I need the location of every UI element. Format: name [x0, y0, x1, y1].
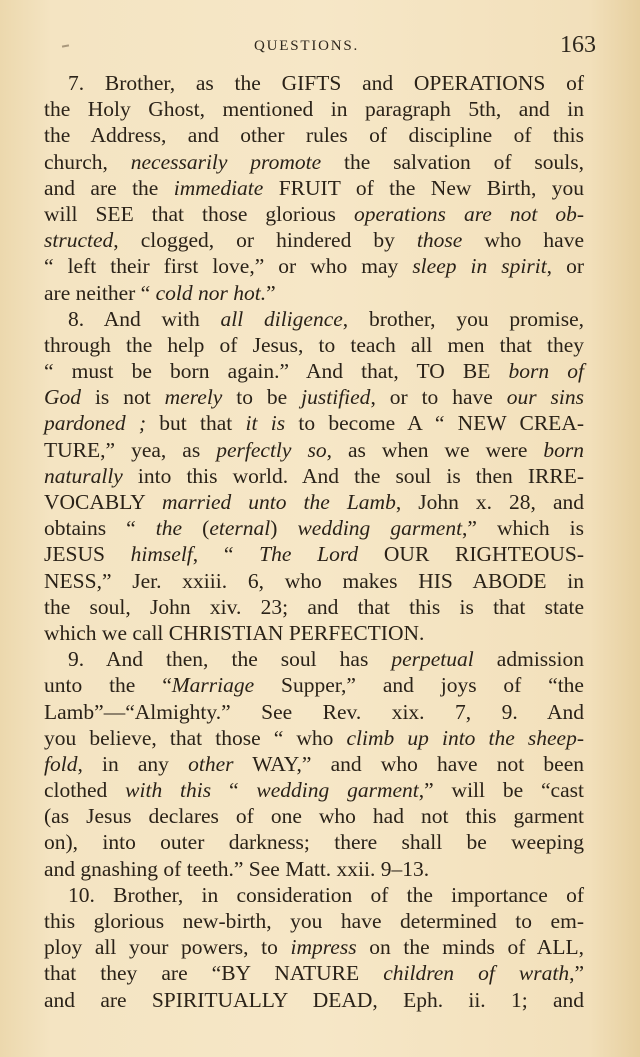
- italic-text: Marriage: [171, 673, 255, 698]
- text-span: through the help of Jesus, to teach all men that they: [44, 332, 584, 357]
- text-span: , John x. 28, and: [395, 490, 584, 514]
- text-span: is not: [81, 385, 165, 410]
- text-line: [44, 646, 584, 672]
- italic-text: climb up into the sheep-: [346, 725, 584, 750]
- page-blemish: [62, 44, 69, 47]
- body-text: [44, 70, 584, 1013]
- text-span: the salvation of souls,: [321, 149, 584, 174]
- text-line: [44, 358, 584, 384]
- italic-text: those: [416, 228, 463, 253]
- text-span: church,: [44, 149, 131, 174]
- text-span: , clogged, or hindered by: [113, 228, 417, 253]
- text-line: [44, 908, 584, 934]
- text-line: [44, 332, 584, 358]
- text-line: [44, 541, 584, 567]
- italic-text: the: [155, 516, 183, 541]
- italic-text: born of: [508, 359, 584, 384]
- text-line: [44, 280, 584, 306]
- text-span: ,” will be “cast: [418, 778, 584, 803]
- italic-text: fold: [44, 751, 78, 776]
- text-span: OUR RIGHTEOUS-: [358, 542, 585, 567]
- text-line: [44, 253, 584, 279]
- text-span: clothed: [44, 778, 126, 803]
- text-span: NESS,” Jer. xxiii. 6, who makes HIS ABODE in: [44, 568, 584, 593]
- text-span: , as when we were: [326, 437, 544, 462]
- text-span: ”: [266, 280, 276, 305]
- text-line: [44, 777, 584, 803]
- text-line: [44, 568, 584, 594]
- text-span: that they are “BY NATURE: [44, 961, 384, 986]
- text-span: TURE,” yea, as: [44, 437, 217, 462]
- text-line: [44, 672, 584, 698]
- text-span: to be: [222, 385, 302, 410]
- italic-text: other: [188, 751, 234, 776]
- italic-text: cold nor hot.: [155, 280, 267, 305]
- text-span: “: [211, 778, 257, 803]
- text-line: [44, 856, 584, 882]
- italic-text: our sins: [506, 385, 585, 410]
- text-span: VOCABLY: [44, 490, 162, 514]
- text-line: [44, 699, 584, 725]
- italic-text: justified: [301, 385, 371, 410]
- text-line: [44, 987, 584, 1013]
- text-line: [44, 594, 584, 620]
- text-span: 9. And then, the soul has: [68, 647, 392, 672]
- text-span: on), into outer darkness; there shall be weeping: [44, 830, 584, 855]
- text-span: which we call CHRISTIAN PERFECTION.: [44, 620, 425, 645]
- text-span: obtains “: [44, 516, 156, 541]
- italic-text: God: [44, 385, 82, 410]
- page-header: [44, 30, 596, 60]
- text-span: will SEE that those glorious: [44, 201, 354, 226]
- text-line: [44, 122, 584, 148]
- text-line: [44, 201, 584, 227]
- text-span: , brother, you promise,: [342, 306, 584, 331]
- italic-text: impress: [290, 935, 357, 960]
- text-span: admission: [473, 647, 585, 672]
- text-line: [44, 934, 584, 960]
- text-span: 10. Brother, in consideration of the importance of: [68, 882, 584, 907]
- text-span: ,”: [569, 961, 584, 986]
- text-span: ploy all your powers, to: [44, 935, 291, 960]
- text-span: , or to have: [370, 385, 507, 410]
- text-span: the soul, John xiv. 23; and that this is that state: [44, 594, 584, 619]
- text-span: ,” which is: [462, 516, 584, 541]
- italic-text: naturally: [44, 463, 123, 488]
- text-line: [44, 803, 584, 829]
- text-span: Lamb”—“Almighty.” See Rev. xix. 7, 9. And: [44, 699, 584, 724]
- text-line: [44, 437, 584, 463]
- text-line: [44, 725, 584, 751]
- text-line: [44, 96, 584, 122]
- text-span: the Address, and other rules of discipline of this: [44, 123, 584, 148]
- italic-text: eternal: [209, 516, 271, 541]
- text-span: 8. And with: [68, 306, 221, 331]
- italic-text: children of wrath: [383, 961, 570, 986]
- text-span: and are the: [44, 175, 174, 200]
- text-line: [44, 489, 584, 515]
- text-span: on the minds of ALL,: [356, 935, 584, 960]
- text-span: “ left their first love,” or who may: [44, 254, 413, 279]
- text-span: to become A “ NEW CREA-: [285, 411, 585, 436]
- italic-text: perfectly so: [216, 437, 327, 462]
- text-span: FRUIT of the New Birth, you: [263, 175, 584, 200]
- text-line: [44, 227, 584, 253]
- text-span: you believe, that those “ who: [44, 725, 347, 750]
- text-line: [44, 175, 584, 201]
- italic-text: it is: [245, 411, 286, 436]
- text-line: [44, 960, 584, 986]
- text-span: “ must be born again.” And that, TO BE: [44, 359, 509, 384]
- text-span: are neither “: [44, 280, 156, 305]
- text-line: [44, 384, 584, 410]
- page-number: 163: [560, 32, 596, 58]
- text-span: and gnashing of teeth.” See Matt. xxii. 9–13.: [44, 856, 430, 881]
- text-span: (as Jesus declares of one who had not this garment: [44, 804, 584, 829]
- text-span: unto the “: [44, 673, 172, 698]
- italic-text: immediate: [173, 175, 264, 200]
- text-span: , or: [546, 254, 584, 279]
- text-span: Supper,” and joys of “the: [254, 673, 584, 698]
- text-line: [44, 620, 584, 646]
- text-span: and are SPIRITUALLY DEAD, Eph. ii. 1; and: [44, 987, 584, 1012]
- italic-text: born: [543, 437, 585, 462]
- text-span: (: [182, 516, 210, 541]
- text-line: [44, 149, 584, 175]
- italic-text: structed: [44, 228, 114, 253]
- italic-text: married unto the Lamb: [162, 490, 396, 514]
- text-line: [44, 515, 584, 541]
- text-span: ): [270, 516, 298, 541]
- text-line: [44, 751, 584, 777]
- text-span: WAY,” and who have not been: [233, 751, 584, 776]
- italic-text: sleep in spirit: [412, 254, 547, 279]
- text-span: , “: [192, 542, 260, 567]
- italic-text: necessarily promote: [130, 149, 322, 174]
- italic-text: perpetual: [391, 647, 474, 672]
- text-line: [44, 463, 584, 489]
- italic-text: wedding garment: [297, 516, 463, 541]
- text-span: into this world. And the soul is then IRRE-: [122, 463, 584, 488]
- italic-text: himself: [130, 542, 193, 567]
- text-line: [44, 70, 584, 96]
- italic-text: with this: [125, 778, 212, 803]
- italic-text: The Lord: [259, 542, 359, 567]
- text-span: who have: [462, 228, 585, 253]
- text-span: JESUS: [44, 542, 131, 567]
- italic-text: operations are not ob-: [353, 201, 584, 226]
- text-span: 7. Brother, as the GIFTS and OPERATIONS of: [68, 71, 584, 95]
- text-line: [44, 829, 584, 855]
- text-line: [44, 306, 584, 332]
- italic-text: all diligence: [220, 306, 343, 331]
- italic-text: pardoned ;: [44, 411, 147, 436]
- text-span: but that: [146, 411, 246, 436]
- italic-text: merely: [164, 385, 223, 410]
- text-line: [44, 410, 584, 436]
- running-head: QUESTIONS.: [254, 38, 360, 54]
- text-line: [44, 882, 584, 908]
- text-span: , in any: [77, 751, 189, 776]
- text-span: this glorious new-birth, you have determined to em-: [44, 909, 584, 933]
- italic-text: wedding garment: [256, 778, 419, 803]
- text-span: the Holy Ghost, mentioned in paragraph 5th, and in: [44, 97, 584, 122]
